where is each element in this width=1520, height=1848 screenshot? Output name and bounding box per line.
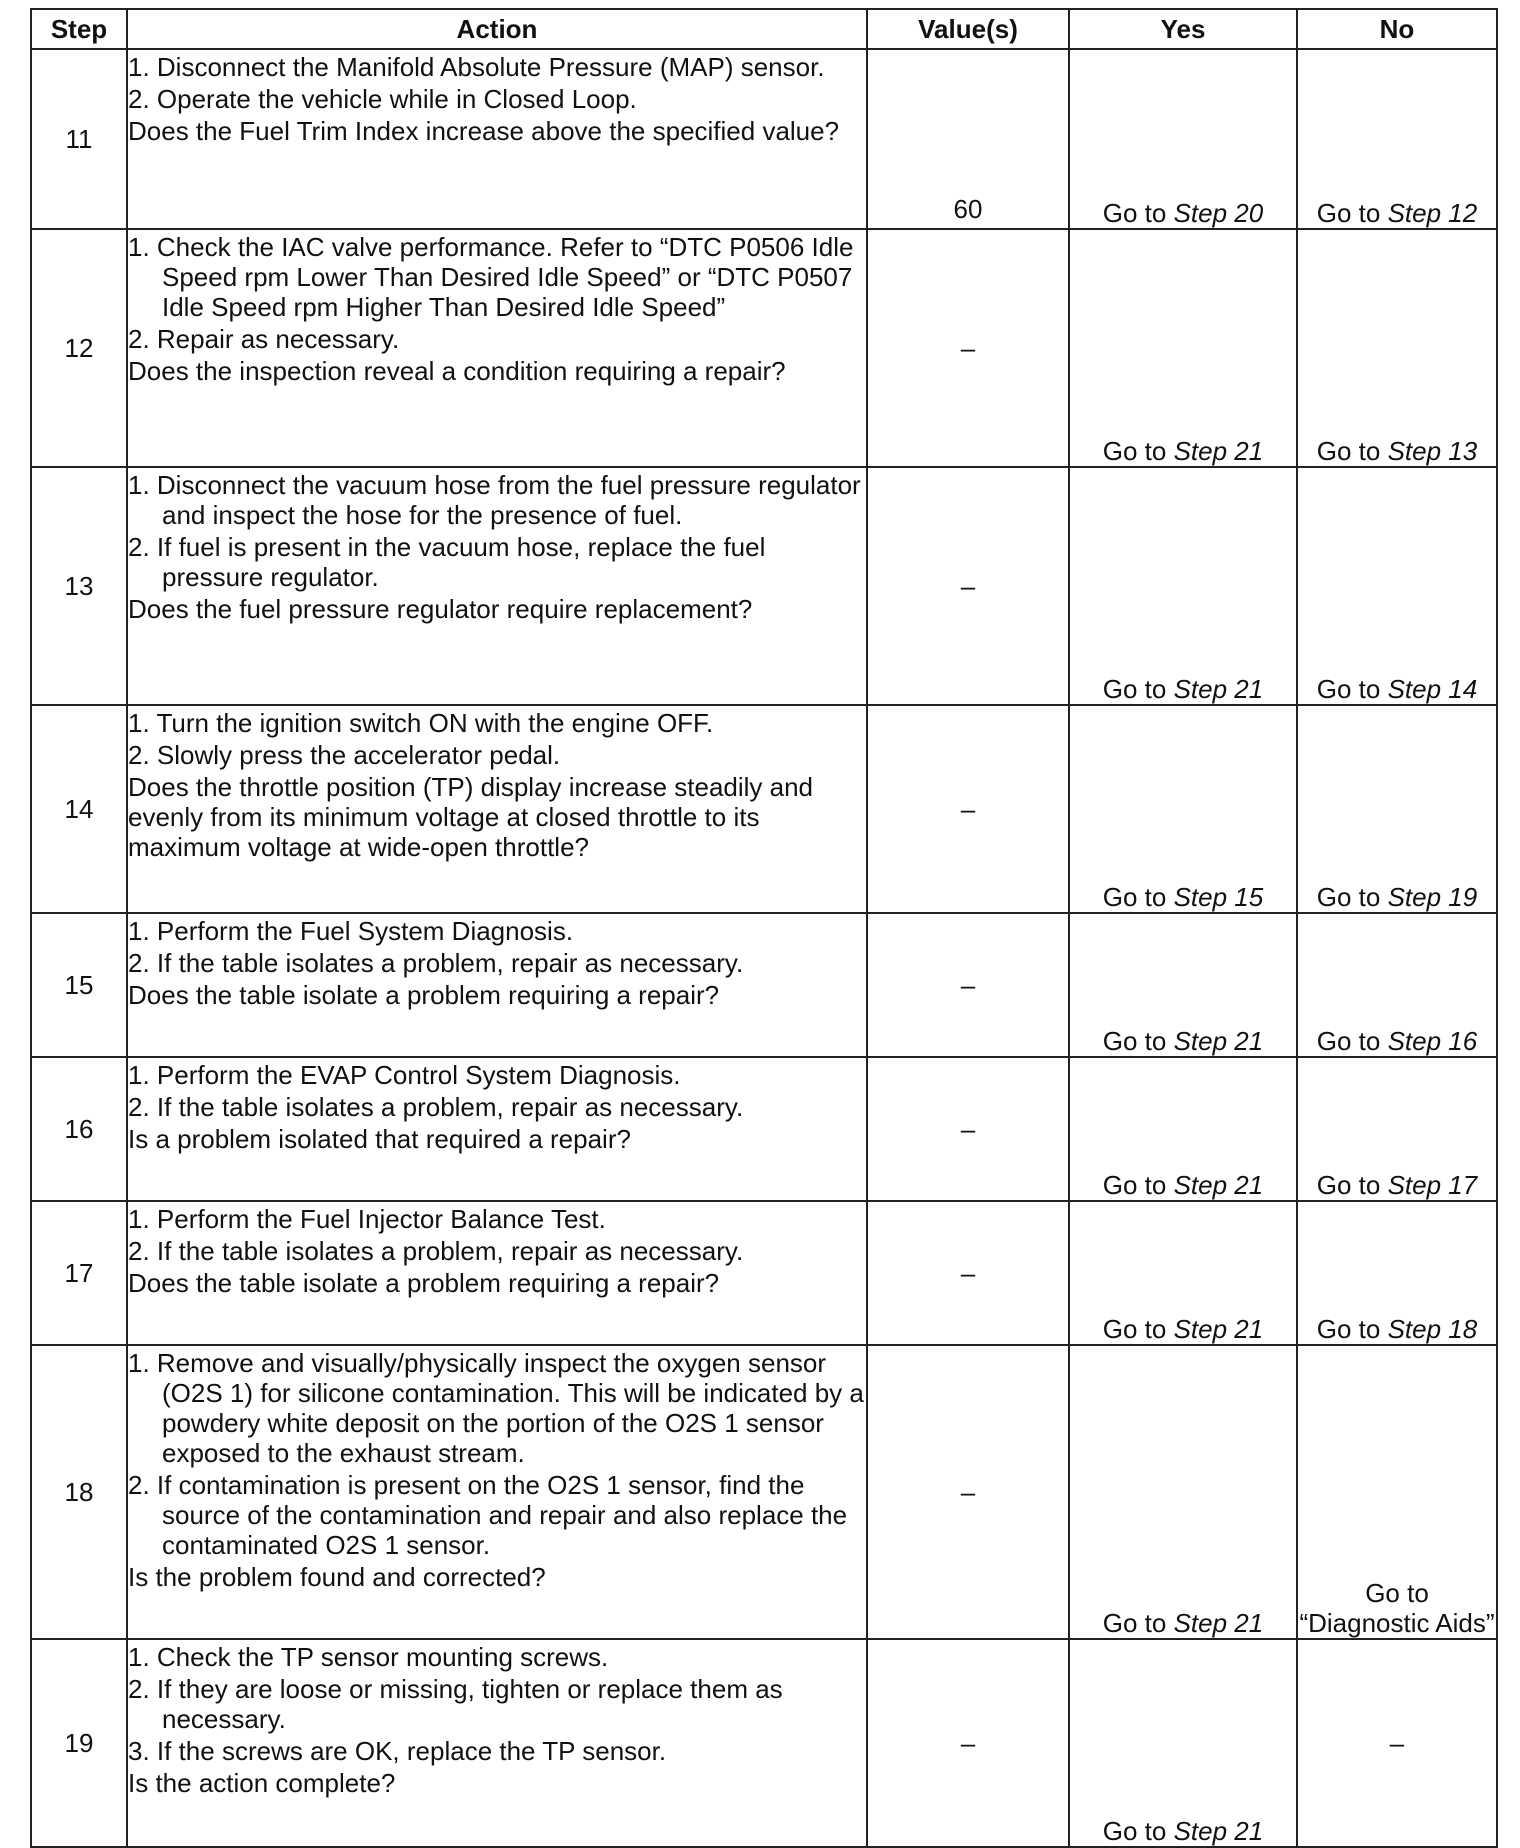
yes-cell	[1069, 913, 1297, 1057]
goto-label: Go to	[1102, 882, 1167, 912]
value-cell: –	[867, 705, 1069, 913]
yes-cell	[1069, 1201, 1297, 1345]
step-number: 15	[31, 913, 127, 1057]
goto-label: Go to	[1316, 674, 1381, 704]
action-item: 1. Turn the ignition switch ON with the engine OFF.	[128, 708, 714, 738]
yes-cell	[1069, 49, 1297, 229]
header-step: Step	[31, 9, 127, 49]
action-item: 3. If the screws are OK, replace the TP sensor.	[128, 1736, 667, 1766]
action-item: 2. If the table isolates a problem, repair as necessary.	[128, 1236, 744, 1266]
action-question: Does the table isolate a problem requiring a repair?	[128, 1268, 720, 1298]
action-item: 1. Disconnect the vacuum hose from the fuel pressure regulator and inspect the hose for the presence of fuel.	[128, 470, 861, 530]
action-item: 1. Perform the Fuel System Diagnosis.	[128, 916, 574, 946]
action-item: 2. If fuel is present in the vacuum hose, replace the fuel pressure regulator.	[128, 532, 766, 592]
step-link: Step 17	[1387, 1170, 1478, 1200]
action-cell	[127, 913, 867, 1057]
action-cell	[127, 467, 867, 705]
action-item: 2. If contamination is present on the O2S 1 sensor, find the source of the contamination and repair and also replace the contaminated O2S 1 sensor.	[128, 1470, 848, 1560]
action-cell	[127, 1057, 867, 1201]
step-link: Step 21	[1173, 1026, 1264, 1056]
goto-label: Go to	[1316, 436, 1381, 466]
goto-label: Go to	[1102, 436, 1167, 466]
step-link: Step 13	[1387, 436, 1478, 466]
goto-label: Go to	[1102, 1608, 1167, 1638]
value-cell: –	[867, 467, 1069, 705]
value-text: 60	[953, 194, 983, 224]
action-cell	[127, 229, 867, 467]
header-values: Value(s)	[867, 9, 1069, 49]
step-link: Step 15	[1173, 882, 1264, 912]
action-question: Does the throttle position (TP) display increase steadily and evenly from its minimum voltage at closed throttle to its maximum voltage at wide-open throttle?	[128, 772, 814, 862]
step-number: 18	[31, 1345, 127, 1639]
diagnostic-table	[30, 8, 1498, 1848]
action-question: Does the Fuel Trim Index increase above the specified value?	[128, 116, 840, 146]
action-item: 1. Check the TP sensor mounting screws.	[128, 1642, 609, 1672]
goto-label: Go to	[1102, 1314, 1167, 1344]
table-row	[31, 1057, 1497, 1201]
table-row	[31, 913, 1497, 1057]
value-cell	[867, 49, 1069, 229]
step-link: Step 21	[1173, 1608, 1264, 1638]
step-number: 16	[31, 1057, 127, 1201]
goto-label: Go to	[1102, 1816, 1167, 1846]
no-cell: –	[1297, 1639, 1497, 1847]
goto-label: Go to	[1316, 882, 1381, 912]
step-link: Step 14	[1387, 674, 1478, 704]
action-item: 2. If the table isolates a problem, repair as necessary.	[128, 948, 744, 978]
step-number: 19	[31, 1639, 127, 1847]
value-cell: –	[867, 1201, 1069, 1345]
action-question: Is the problem found and corrected?	[128, 1562, 546, 1592]
action-item: 2. Repair as necessary.	[128, 324, 400, 354]
step-link: Step 21	[1173, 1816, 1264, 1846]
header-no: No	[1297, 9, 1497, 49]
header-row	[31, 9, 1497, 49]
step-link: Step 21	[1173, 436, 1264, 466]
action-question: Is a problem isolated that required a repair?	[128, 1124, 631, 1154]
table-row	[31, 229, 1497, 467]
header-yes: Yes	[1069, 9, 1297, 49]
goto-label: Go to	[1316, 1170, 1381, 1200]
action-cell	[127, 1345, 867, 1639]
step-link: Step 21	[1173, 1314, 1264, 1344]
value-cell: –	[867, 1057, 1069, 1201]
goto-label: Go to	[1102, 1026, 1167, 1056]
action-item: 2. Slowly press the accelerator pedal.	[128, 740, 561, 770]
action-question: Does the fuel pressure regulator require replacement?	[128, 594, 753, 624]
step-link: Step 12	[1387, 198, 1478, 228]
yes-cell	[1069, 229, 1297, 467]
yes-cell	[1069, 1345, 1297, 1639]
action-item: 1. Perform the Fuel Injector Balance Test.	[128, 1204, 606, 1234]
no-cell	[1297, 913, 1497, 1057]
step-link: Step 19	[1387, 882, 1478, 912]
value-cell: –	[867, 1639, 1069, 1847]
goto-label: Go to	[1316, 1314, 1381, 1344]
action-item: 1. Perform the EVAP Control System Diagnosis.	[128, 1060, 681, 1090]
yes-cell	[1069, 1057, 1297, 1201]
step-link: Step 18	[1387, 1314, 1478, 1344]
goto-label: Go to	[1316, 198, 1381, 228]
value-cell: –	[867, 913, 1069, 1057]
action-cell	[127, 705, 867, 913]
step-number: 13	[31, 467, 127, 705]
action-item: 1. Remove and visually/physically inspect the oxygen sensor (O2S 1) for silicone contamination. This will be indicated by a powdery white deposit on the portion of the O2S 1 sensor exposed to the exhaust stream.	[128, 1348, 864, 1468]
action-cell	[127, 49, 867, 229]
no-cell	[1297, 49, 1497, 229]
action-item: 1. Disconnect the Manifold Absolute Pressure (MAP) sensor.	[128, 52, 825, 82]
no-cell	[1297, 705, 1497, 913]
table-row	[31, 1201, 1497, 1345]
action-cell	[127, 1201, 867, 1345]
goto-label: Go to	[1102, 1170, 1167, 1200]
no-cell	[1297, 467, 1497, 705]
step-number: 14	[31, 705, 127, 913]
no-cell	[1297, 1201, 1497, 1345]
no-cell	[1297, 1345, 1497, 1639]
action-question: Does the inspection reveal a condition requiring a repair?	[128, 356, 786, 386]
header-action: Action	[127, 9, 867, 49]
goto-label: Go to	[1316, 1026, 1381, 1056]
action-question: Is the action complete?	[128, 1768, 396, 1798]
goto-diagnostic-aids: Go to “Diagnostic Aids”	[1299, 1578, 1495, 1638]
yes-cell	[1069, 705, 1297, 913]
step-number: 12	[31, 229, 127, 467]
goto-label: Go to	[1102, 198, 1167, 228]
step-link: Step 21	[1173, 1170, 1264, 1200]
yes-cell	[1069, 467, 1297, 705]
step-number: 17	[31, 1201, 127, 1345]
table-row	[31, 1345, 1497, 1639]
no-cell	[1297, 229, 1497, 467]
table-row	[31, 467, 1497, 705]
goto-label: Go to	[1102, 674, 1167, 704]
action-item: 2. Operate the vehicle while in Closed Loop.	[128, 84, 637, 114]
value-cell: –	[867, 229, 1069, 467]
value-cell: –	[867, 1345, 1069, 1639]
table-row	[31, 49, 1497, 229]
step-link: Step 21	[1173, 674, 1264, 704]
action-item: 2. If they are loose or missing, tighten or replace them as necessary.	[128, 1674, 783, 1734]
no-cell	[1297, 1057, 1497, 1201]
step-number: 11	[31, 49, 127, 229]
action-item: 1. Check the IAC valve performance. Refer to “DTC P0506 Idle Speed rpm Lower Than Desired Idle Speed” or “DTC P0507 Idle Speed rpm Higher Than Desired Idle Speed”	[128, 232, 854, 322]
step-link: Step 20	[1173, 198, 1264, 228]
table-row	[31, 705, 1497, 913]
action-item: 2. If the table isolates a problem, repair as necessary.	[128, 1092, 744, 1122]
step-link: Step 16	[1387, 1026, 1478, 1056]
action-question: Does the table isolate a problem requiring a repair?	[128, 980, 720, 1010]
